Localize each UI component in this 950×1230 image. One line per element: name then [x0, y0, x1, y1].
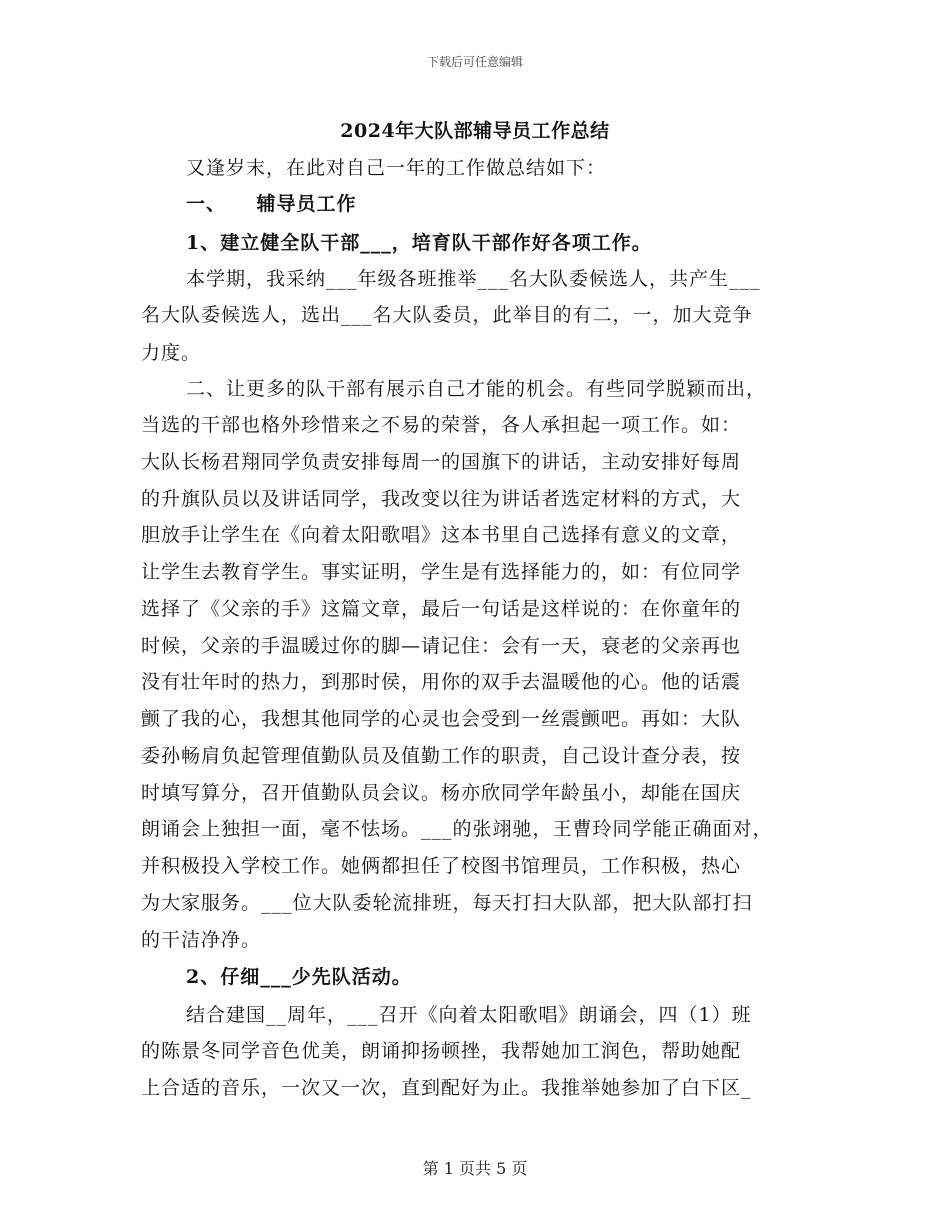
- body-line: 二、让更多的队干部有展示自己才能的机会。有些同学脱颖而出，: [186, 378, 767, 400]
- body-line: 胆放手让学生在《向着太阳歌唱》这本书里自己选择有意义的文章，: [141, 524, 742, 546]
- body-line: 的干洁净净。: [141, 929, 262, 951]
- section-heading: 一、 辅导员工作: [186, 193, 357, 215]
- body-line: 本学期，我采纳___年级各班推举___名大队委候选人，共产生___: [186, 268, 761, 290]
- body-line: 委孙畅肩负起管理值勤队员及值勤工作的职责，自己设计查分表，按: [141, 745, 742, 767]
- body-line: 没有壮年时的热力，到那时侯，用你的双手去温暖他的心。他的话震: [141, 671, 742, 693]
- header-note: 下载后可任意编辑: [426, 55, 523, 69]
- body-line: 的升旗队员以及讲话同学，我改变以往为讲话者选定材料的方式，大: [141, 488, 742, 510]
- body-line: 为大家服务。___位大队委轮流排班，每天打扫大队部，把大队部打扫: [141, 892, 753, 914]
- body-line: 力度。: [141, 342, 202, 364]
- body-line: 结合建国__周年，___召开《向着太阳歌唱》朗诵会，四（1）班: [186, 1004, 752, 1026]
- body-line: 名大队委候选人，选出___名大队委员，此举目的有二，一，加大竞争: [141, 304, 753, 326]
- body-line: 大队长杨君翔同学负责安排每周一的国旗下的讲话，主动安排好每周: [141, 451, 742, 473]
- body-line: 颤了我的心，我想其他同学的心灵也会受到一丝震颤吧。再如：大队: [141, 708, 742, 730]
- body-line: 朗诵会上独担一面，毫不怯场。___的张翊驰，王曹玲同学能正确面对，: [141, 818, 773, 840]
- document-title: 2024年大队部辅导员工作总结: [340, 120, 610, 142]
- page-footer: 第 1 页共 5 页: [422, 1159, 528, 1178]
- body-line: 选择了《父亲的手》这篇文章，最后一句话是这样说的：在你童年的: [141, 598, 742, 620]
- subsection-heading: 1、建立健全队干部___，培育队干部作好各项工作。: [186, 232, 652, 254]
- body-line: 上合适的音乐，一次又一次，直到配好为止。我推举她参加了白下区_: [141, 1077, 752, 1099]
- body-line: 的陈景冬同学音色优美，朗诵抑扬顿挫，我帮她加工润色，帮助她配: [141, 1040, 742, 1062]
- body-line: 又逢岁末，在此对自己一年的工作做总结如下：: [186, 157, 607, 179]
- subsection-heading: 2、仔细___少先队活动。: [186, 966, 412, 988]
- body-line: 并积极投入学校工作。她俩都担任了校图书馆理员，工作积极，热心: [141, 855, 742, 877]
- body-line: 时候，父亲的手温暖过你的脚—请记住：会有一天，衰老的父亲再也: [141, 635, 742, 657]
- body-line: 当选的干部也格外珍惜来之不易的荣誉，各人承担起一项工作。如：: [141, 414, 742, 436]
- body-line: 让学生去教育学生。事实证明，学生是有选择能力的，如：有位同学: [141, 561, 742, 583]
- body-line: 时填写算分，召开值勤队员会议。杨亦欣同学年龄虽小，却能在国庆: [141, 782, 742, 804]
